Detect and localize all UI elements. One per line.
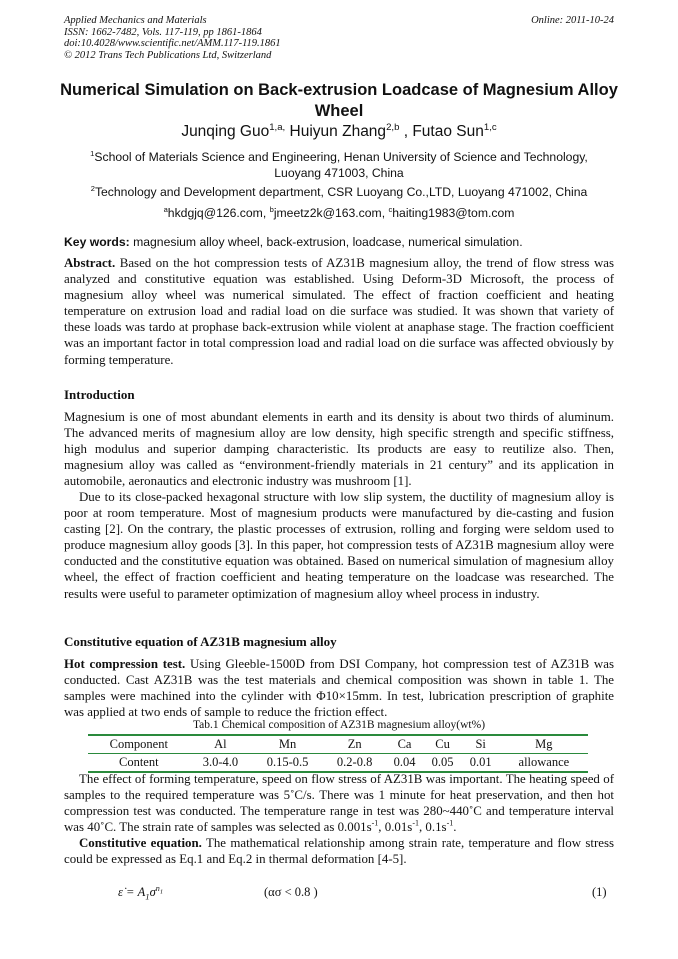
forming-effect-paragraph: The effect of forming temperature, speed on flow stress of AZ31B was important. The heating speed of samples to the required temperature was 5˚C/s. There was 1 minute for heat preservation, and then hot compression test was conducted. The temperature range in test was 280~440˚C and temperature interval was 40˚C. The strain rate of samples was selected as $0.001s^{-1}$, $0.01s^{-1}$, $0.1s^{-1}$. — [64, 772, 614, 835]
paper-title: Numerical Simulation on Back-extrusion Loadcase of Magnesium Alloy Wheel — [60, 81, 618, 120]
table-header-row — [88, 735, 588, 754]
section-heading-introduction: Introduction — [64, 387, 135, 402]
table-cell: 0.01 — [462, 754, 500, 773]
equation-1-number: (1) — [592, 885, 607, 899]
constitutive-paragraph: Constitutive equation. The mathematical relationship among strain rate, temperature and flow stress could be expressed as Eq.1 and Eq.2 in thermal deformation [4-5]. — [64, 836, 614, 867]
intro-paragraph-1: Magnesium is one of most abundant elements in earth and its density is about two thirds of aluminum. The advanced merits of magnesium alloy are low density, high specific strength and specific stiffness, high modulus and superior damping characteristic. Its products are easy to reutilize also. Then, magnesium alloy was called as “environment-friendly materials in 21 century” and its application in automobile, aeronautics and electronic industry was mushroom [1]. — [64, 410, 614, 489]
table-header-cell: Component — [88, 735, 190, 754]
table-header-cell: Mg — [500, 735, 588, 754]
table-caption: Tab.1 Chemical composition of AZ31B magnesium alloy(wt%) — [192, 719, 486, 731]
affiliation-1: $^1$School of Materials Science and Engineering, Henan University of Science and Technology, Luoyang 471003, China — [90, 148, 588, 180]
abstract: Abstract. Based on the hot compression tests of AZ31B magnesium alloy, the trend of flow stress was analyzed and constitutive equation was established. Using Deform-3D Microsoft, the process of magnesium alloy wheel was numerical simulated. The effect of fraction coefficient and heating temperature on extrusion load and radial load on die surface was studied. It was shown that variety of these loads was tardo at prophase back-extrusion while violent at anaphase stage. The fraction coefficient was an important factor in total compression load and radial load on die surface was affected obviously by forming temperature. — [64, 256, 614, 367]
table-cell: 0.05 — [424, 754, 462, 773]
table-header-cell: Cu — [424, 735, 462, 754]
doi-line: doi:10.4028/www.scientific.net/AMM.117-119.1861 — [64, 38, 281, 49]
hot-compression-paragraph: Hot compression test. Using Gleeble-1500D from DSI Company, hot compression test of AZ31B was conducted. Cast AZ31B was the test materials and chemical composition was shown in table 1. The samples were machined into the cylinder with Φ10×15mm. In test, lubrication prescription of graphite was applied at two ends of sample to reduce the friction effect. — [64, 657, 614, 720]
composition-table — [88, 734, 588, 773]
table-cell: 3.0-4.0 — [190, 754, 252, 773]
table-row — [88, 754, 588, 773]
online-date: Online: 2011-10-24 — [531, 15, 614, 26]
equation-1: ε̇ = $A_1\sigma^{n_1}$ — [118, 883, 164, 902]
table-cell: 0.15-0.5 — [251, 754, 324, 773]
copyright-line: © 2012 Trans Tech Publications Ltd, Switzerland — [64, 49, 272, 61]
table-header-cell: Mn — [251, 735, 324, 754]
email-line: $^a$hkdgjq@126.com, $^b$jmeetz2k@163.com, $^c$haiting1983@tom.com — [163, 204, 515, 220]
journal-name: Applied Mechanics and Materials — [64, 15, 207, 26]
table-header-cell: Ca — [385, 735, 423, 754]
running-header — [64, 15, 281, 61]
intro-paragraph-2: Due to its close-packed hexagonal structure with low slip system, the ductility of magnesium alloy is poor at room temperature. Most of magnesium products were manufactured by die-casting and fusion casting [2]. On the contrary, the plastic processes of extrusion, rolling and forging were seldom used to produce magnesium alloy goods [3]. In this paper, hot compression tests of AZ31B magnesium alloy were conducted and the constitutive equation was obtained. Based on numerical simulation of magnesium alloy wheel, the effect of fraction coefficient and heating temperature on the loadcase was researched. The results were useful to parameter optimization of magnesium alloy wheel process in industry. — [64, 490, 614, 601]
table-cell: Content — [88, 754, 190, 773]
author-3: , Futao Sun$^{1,c}$ — [403, 121, 497, 140]
table-header-cell: Al — [190, 735, 252, 754]
author-list — [40, 123, 638, 141]
equation-1-condition: (ασ < 0.8 ) — [264, 885, 318, 899]
table-cell: allowance — [500, 754, 588, 773]
keywords: Key words: magnesium alloy wheel, back-extrusion, loadcase, numerical simulation. — [64, 235, 523, 249]
affiliation-2: $^2$Technology and Development department, CSR Luoyang Co.,LTD, Luoyang 471002, China — [90, 183, 588, 199]
table-cell: 0.04 — [385, 754, 423, 773]
table-cell: 0.2-0.8 — [324, 754, 386, 773]
section-heading-constitutive: Constitutive equation of AZ31B magnesium alloy — [64, 634, 337, 649]
author-1: Junqing Guo$^{1,a,}$ — [181, 121, 286, 140]
issn-line: ISSN: 1662-7482, Vols. 117-119, pp 1861-1864 — [64, 26, 262, 38]
table-header-cell: Si — [462, 735, 500, 754]
table-header-cell: Zn — [324, 735, 386, 754]
author-2: Huiyun Zhang$^{2,b}$ — [289, 121, 400, 140]
